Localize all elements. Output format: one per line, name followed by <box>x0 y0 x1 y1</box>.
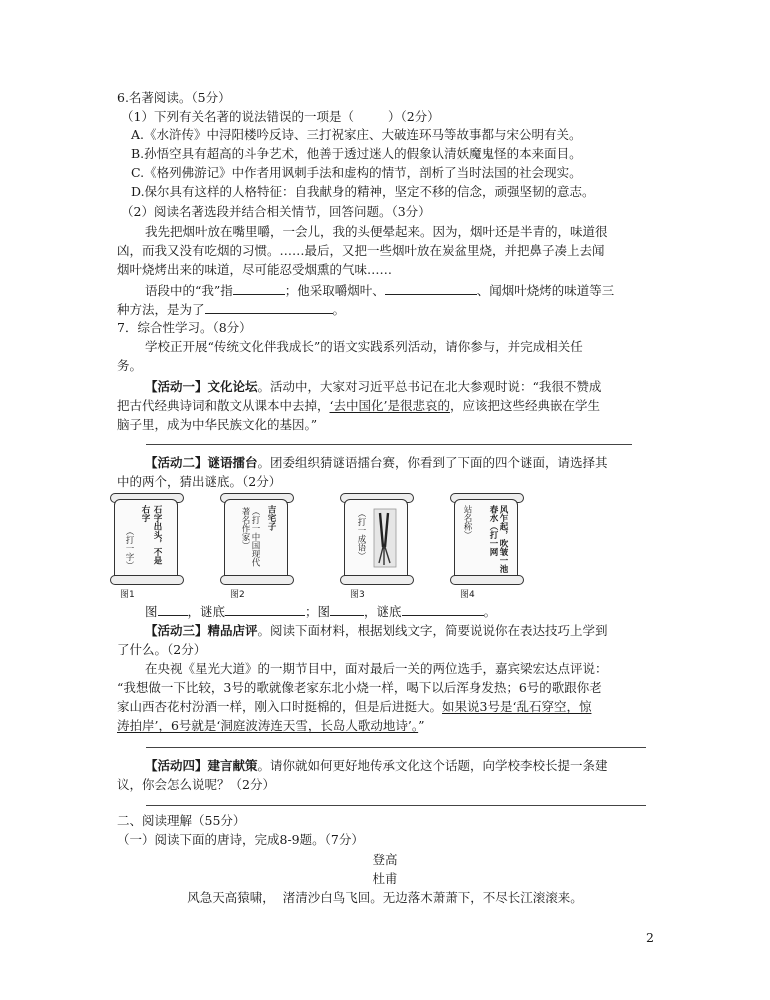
answer-line[interactable] <box>146 444 632 445</box>
part-2-subtitle: （一）阅读下面的唐诗，完成8-9题。（7分） <box>117 832 364 847</box>
riddle-1-text-2: 右字 <box>140 505 150 522</box>
riddle-4-text: 风乍起，吹皱一池春水（打一网 <box>488 505 508 573</box>
riddle-3-hint: （打一成语） <box>356 509 366 560</box>
activity-4-line-2: 议，你会怎么说呢？（2分） <box>117 777 275 792</box>
activity-4-line-1: 【活动四】建言献策。请你就如何更好地传承文化这个话题，向学校李校长提一条建 <box>145 758 608 773</box>
figure-2-caption: 图2 <box>230 590 245 600</box>
activity-4-label: 【活动四】建言献策 <box>145 758 258 773</box>
activity-3-line-2: 了什么。（2分） <box>117 642 207 657</box>
underlined-phrase: 如果说3号是‘乱石穿空，惊 <box>442 699 592 714</box>
activity-3-line-6: 涛拍岸’，6号就是‘洞庭波涛连天雪，长岛人歌动地诗’。” <box>117 718 425 733</box>
riddle-1-text: 石字出头，不是 <box>152 505 162 565</box>
answer-line[interactable] <box>146 805 646 806</box>
activity-1-line-1: 【活动一】文化论坛。活动中，大家对习近平总书记在北大参观时说：“我很不赞成 <box>145 379 602 394</box>
underlined-phrase: 涛拍岸’，6号就是‘洞庭波涛连天雪，长岛人歌动地诗’。 <box>117 718 419 733</box>
activity-1-label: 【活动一】文化论坛 <box>145 379 258 394</box>
page-number: 2 <box>646 930 654 945</box>
q6-question-line-1: 语段中的“我”指 ；他采取嚼烟叶、 、闻烟叶烧烤的味道等三 <box>145 283 615 298</box>
answer-blank[interactable] <box>402 603 484 616</box>
answer-blank[interactable] <box>225 603 305 616</box>
riddle-1-hint: （打一字） <box>124 527 134 570</box>
q6-option-a: A.《水浒传》中浔阳楼吟反诗、三打祝家庄、大破连环马等故事都与宋公明有关。 <box>131 127 582 142</box>
q6-question-line-2: 种方法，是为了 。 <box>117 302 346 317</box>
activity-3-line-5: 家山西杏花村汾酒一样，刚入口时挺棉的，但是后进挺大。如果说3号是‘乱石穿空，惊 <box>117 699 592 714</box>
activity-1-line-3: 脑子里，成为中华民族文化的基因。” <box>117 417 318 432</box>
figure-1-caption: 图1 <box>120 590 135 600</box>
riddle-figures <box>108 493 528 603</box>
poem-line: 风急天高猿啸， 渚清沙白鸟飞回。无边落木萧萧下，不尽长江滚滚来。 <box>187 890 583 905</box>
poem-author: 杜甫 <box>372 871 398 886</box>
activity-2-label: 【活动二】谜语擂台 <box>145 455 258 470</box>
brushes-picture-icon <box>370 507 400 571</box>
q7-title: 7．综合性学习。（8分） <box>117 320 252 335</box>
answer-blank[interactable] <box>233 282 285 295</box>
riddle-figure-4 <box>448 493 524 603</box>
q6-option-d: D.保尔具有这样的人格特征：自我献身的精神，坚定不移的信念，顽强坚韧的意志。 <box>131 184 595 199</box>
q6-sub1: （1）下列有关名著的说法错误的一项是（ ）（2分） <box>121 109 440 124</box>
figure-3-caption: 图3 <box>350 590 365 600</box>
riddle-answer-line: 图 ，谜底 ；图 ，谜底 。 <box>145 604 497 619</box>
q6-option-c: C.《格列佛游记》中作者用讽刺手法和虚构的情节，剖析了当时法国的社会现实。 <box>131 165 582 180</box>
q6-sub2: （2）阅读名著选段并结合相关情节，回答问题。（3分） <box>121 204 431 219</box>
riddle-2-hint: （打一中国现代著名作家） <box>240 507 260 567</box>
underlined-phrase: ‘去中国化’是很悲哀的 <box>329 398 450 413</box>
q7-intro-1: 学校正开展“传统文化伴我成长”的语文实践系列活动，请你参与，并完成相关任 <box>145 339 583 354</box>
riddle-4-hint: 站名称） <box>462 505 472 539</box>
activity-1-line-2: 把古代经典诗词和散文从课本中去掉，‘去中国化’是很悲哀的，应该把这些经典嵌在学生 <box>117 398 600 413</box>
passage-line-3: 烟叶烧烤出来的味道，尽可能忍受烟熏的气味…… <box>117 262 393 277</box>
passage-line-2: 凶，而我又没有吃烟的习惯。……最后，又把一些烟叶放在炭盆里烧，并把鼻子凑上去闻 <box>117 243 605 258</box>
activity-2-line-2: 中的两个，猜出谜底。（2分） <box>117 474 282 489</box>
figure-4-caption: 图4 <box>460 590 475 600</box>
answer-blank[interactable] <box>205 301 333 314</box>
part-2-title: 二、阅读理解（55分） <box>117 813 246 828</box>
riddle-figure-2 <box>218 493 294 603</box>
riddle-2-text: 吉宅子 <box>266 505 276 531</box>
activity-2-line-1: 【活动二】谜语擂台。团委组织猜谜语擂台赛，你看到了下面的四个谜面，请选择其 <box>145 455 608 470</box>
activity-3-label: 【活动三】精品店评 <box>145 623 258 638</box>
activity-3-line-3: 在央视《星光大道》的一期节目中，面对最后一关的两位选手，嘉宾梁宏达点评说： <box>145 661 608 676</box>
poem-title: 登高 <box>372 852 398 867</box>
answer-blank[interactable] <box>330 603 364 616</box>
answer-line[interactable] <box>146 747 646 748</box>
q6-option-b: B.孙悟空具有超高的斗争艺术，他善于透过迷人的假象认清妖魔鬼怪的本来面目。 <box>131 146 582 161</box>
passage-line-1: 我先把烟叶放在嘴里嚼，一会儿，我的头便晕起来。因为，烟叶还是半青的，味道很 <box>145 224 608 239</box>
answer-blank[interactable] <box>158 603 188 616</box>
q7-intro-2: 务。 <box>117 358 143 373</box>
riddle-figure-3 <box>338 493 414 603</box>
activity-3-line-4: “我想做一下比较，3号的歌就像老家东北小烧一样，喝下以后浑身发热；6号的歌跟你老 <box>117 680 602 695</box>
q6-title: 6.名著阅读。（5分） <box>117 90 231 105</box>
riddle-figure-1 <box>108 493 184 603</box>
answer-blank[interactable] <box>385 282 477 295</box>
activity-3-line-1: 【活动三】精品店评。阅读下面材料，根据划线文字，简要说说你在表达技巧上学到 <box>145 623 608 638</box>
